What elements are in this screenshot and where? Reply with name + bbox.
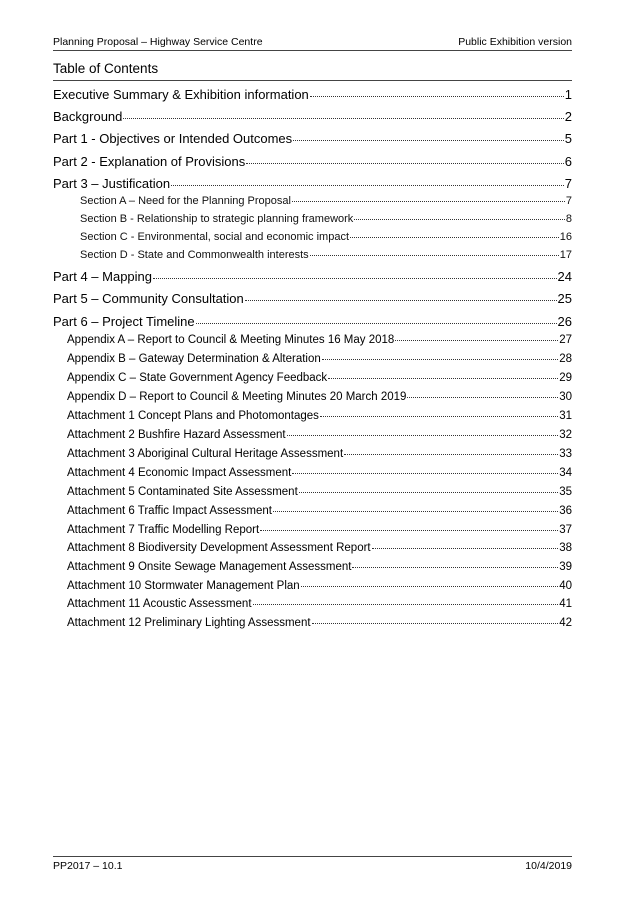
toc-entry[interactable] xyxy=(67,334,572,350)
toc-entry-page-number: 39 xyxy=(559,561,572,573)
toc-entry-page-number: 29 xyxy=(559,372,572,384)
toc-entry-page-number: 34 xyxy=(559,467,572,479)
toc-dot-leader xyxy=(196,322,557,324)
toc-dot-leader xyxy=(301,585,559,587)
toc-dot-leader xyxy=(407,396,558,398)
toc-entry-page-number: 37 xyxy=(559,524,572,536)
toc-entry-label: Part 1 - Objectives or Intended Outcomes xyxy=(53,131,293,146)
toc-dot-leader xyxy=(352,566,558,568)
toc-dot-leader xyxy=(287,434,559,436)
toc-entry-page-number: 40 xyxy=(559,580,572,592)
toc-entry-page-number: 38 xyxy=(559,542,572,554)
toc-entry-page-number: 7 xyxy=(565,195,572,207)
toc-dot-leader xyxy=(273,510,558,512)
toc-dot-leader xyxy=(312,622,559,624)
toc-entry[interactable] xyxy=(53,291,572,309)
toc-dot-leader xyxy=(253,603,559,605)
page-footer xyxy=(53,856,572,873)
toc-entry-label: Appendix D – Report to Council & Meeting Minutes 20 March 2019 xyxy=(67,391,407,403)
toc-entry-page-number: 36 xyxy=(559,505,572,517)
toc-entry-page-number: 16 xyxy=(559,231,572,243)
toc-entry[interactable] xyxy=(67,429,572,445)
toc-entry-label: Appendix B – Gateway Determination & Alteration xyxy=(67,353,321,365)
toc-entry-label: Part 6 – Project Timeline xyxy=(53,314,195,329)
toc-entry[interactable] xyxy=(53,154,572,172)
page-header xyxy=(53,36,572,51)
toc-dot-leader xyxy=(320,415,558,417)
toc-entry-label: Appendix A – Report to Council & Meeting Minutes 16 May 2018 xyxy=(67,334,395,346)
toc-dot-leader xyxy=(293,139,564,141)
toc-entry-label: Part 5 – Community Consultation xyxy=(53,291,244,306)
toc-entry-page-number: 42 xyxy=(559,617,572,629)
toc-dot-leader xyxy=(395,339,558,341)
toc-entry-page-number: 7 xyxy=(564,176,572,191)
toc-heading: Table of Contents xyxy=(53,61,572,81)
toc-entry-page-number: 2 xyxy=(564,109,572,124)
footer-date: 10/4/2019 xyxy=(525,860,572,872)
toc-entry[interactable] xyxy=(67,598,572,614)
toc-entry-label: Part 2 - Explanation of Provisions xyxy=(53,154,246,169)
toc-entry-page-number: 35 xyxy=(559,486,572,498)
toc-entry[interactable] xyxy=(53,314,572,332)
toc-dot-leader xyxy=(322,358,558,360)
toc-dot-leader xyxy=(328,377,558,379)
toc-dot-leader xyxy=(350,236,559,238)
toc-dot-leader xyxy=(344,453,558,455)
toc-dot-leader xyxy=(299,491,558,493)
toc-entry-label: Attachment 6 Traffic Impact Assessment xyxy=(67,505,272,517)
toc-entry-label: Section C - Environmental, social and economic impact xyxy=(80,231,350,243)
toc-entry-page-number: 41 xyxy=(559,598,572,610)
toc-entry[interactable] xyxy=(67,372,572,388)
toc-dot-leader xyxy=(310,254,559,256)
toc-entry-label: Attachment 5 Contaminated Site Assessment xyxy=(67,486,298,498)
toc-entry[interactable] xyxy=(67,391,572,407)
toc-entry-page-number: 6 xyxy=(564,154,572,169)
toc-entry-page-number: 31 xyxy=(559,410,572,422)
toc-entry[interactable] xyxy=(67,617,572,633)
header-document-title: Planning Proposal – Highway Service Centre xyxy=(53,36,263,48)
toc-dot-leader xyxy=(123,117,563,119)
toc-dot-leader xyxy=(245,299,557,301)
toc-entry-page-number: 8 xyxy=(565,213,572,225)
toc-entry[interactable] xyxy=(67,561,572,577)
toc-entry-label: Section D - State and Commonwealth interests xyxy=(80,249,309,261)
toc-entry[interactable] xyxy=(80,231,572,245)
footer-document-code: PP2017 – 10.1 xyxy=(53,860,123,872)
toc-entry[interactable] xyxy=(67,580,572,596)
toc-entry-label: Appendix C – State Government Agency Feedback xyxy=(67,372,328,384)
toc-entry-label: Attachment 4 Economic Impact Assessment xyxy=(67,467,292,479)
toc-dot-leader xyxy=(292,472,558,474)
toc-entry-page-number: 17 xyxy=(559,249,572,261)
toc-entry-page-number: 28 xyxy=(559,353,572,365)
toc-dot-leader xyxy=(171,184,564,186)
toc-dot-leader xyxy=(372,547,559,549)
toc-entry[interactable] xyxy=(53,109,572,127)
toc-entry[interactable] xyxy=(67,353,572,369)
toc-entry[interactable] xyxy=(53,87,572,105)
toc-dot-leader xyxy=(354,218,565,220)
toc-entry-page-number: 33 xyxy=(559,448,572,460)
toc-entry-label: Attachment 10 Stormwater Management Plan xyxy=(67,580,300,592)
toc-entry-label: Background xyxy=(53,109,123,124)
toc-entry-page-number: 25 xyxy=(557,291,572,306)
toc-entry[interactable] xyxy=(67,410,572,426)
toc-entry-label: Attachment 1 Concept Plans and Photomontages xyxy=(67,410,319,422)
toc-entry[interactable] xyxy=(80,195,572,209)
toc-entry[interactable] xyxy=(53,269,572,287)
toc-entry-page-number: 5 xyxy=(564,131,572,146)
toc-entry-label: Part 3 – Justification xyxy=(53,176,171,191)
toc-dot-leader xyxy=(292,200,565,202)
toc-entry[interactable] xyxy=(80,213,572,227)
toc-entry-label: Attachment 8 Biodiversity Development Assessment Report xyxy=(67,542,371,554)
toc-entry[interactable] xyxy=(67,542,572,558)
toc-entry-page-number: 24 xyxy=(557,269,572,284)
toc-entry[interactable] xyxy=(67,467,572,483)
toc-entry-label: Part 4 – Mapping xyxy=(53,269,153,284)
toc-entry-page-number: 1 xyxy=(564,87,572,102)
toc-entry-page-number: 27 xyxy=(559,334,572,346)
toc-entry[interactable] xyxy=(80,249,572,263)
toc-dot-leader xyxy=(153,277,557,279)
toc-entry-label: Attachment 12 Preliminary Lighting Assessment xyxy=(67,617,311,629)
toc-entry-label: Attachment 9 Onsite Sewage Management Assessment xyxy=(67,561,352,573)
toc-dot-leader xyxy=(310,95,564,97)
toc-entry-label: Attachment 7 Traffic Modelling Report xyxy=(67,524,260,536)
toc-entry-label: Section A – Need for the Planning Proposal xyxy=(80,195,291,207)
toc-entry-label: Attachment 3 Aboriginal Cultural Heritage Assessment xyxy=(67,448,344,460)
toc-entry[interactable] xyxy=(67,505,572,521)
toc-entry[interactable] xyxy=(67,448,572,464)
toc-entry-label: Attachment 2 Bushfire Hazard Assessment xyxy=(67,429,286,441)
header-version-label: Public Exhibition version xyxy=(458,36,572,48)
toc-dot-leader xyxy=(246,162,564,164)
toc-entry[interactable] xyxy=(53,176,572,194)
toc-entry-label: Section B - Relationship to strategic planning framework xyxy=(80,213,354,225)
toc-entry-label: Attachment 11 Acoustic Assessment xyxy=(67,598,252,610)
toc-entry[interactable] xyxy=(67,524,572,540)
toc-dot-leader xyxy=(260,529,558,531)
toc-entry-page-number: 30 xyxy=(559,391,572,403)
toc-entry[interactable] xyxy=(67,486,572,502)
toc-entry-page-number: 32 xyxy=(559,429,572,441)
toc-entry-page-number: 26 xyxy=(557,314,572,329)
toc-entry[interactable] xyxy=(53,131,572,149)
toc-entry-label: Executive Summary & Exhibition information xyxy=(53,87,309,102)
